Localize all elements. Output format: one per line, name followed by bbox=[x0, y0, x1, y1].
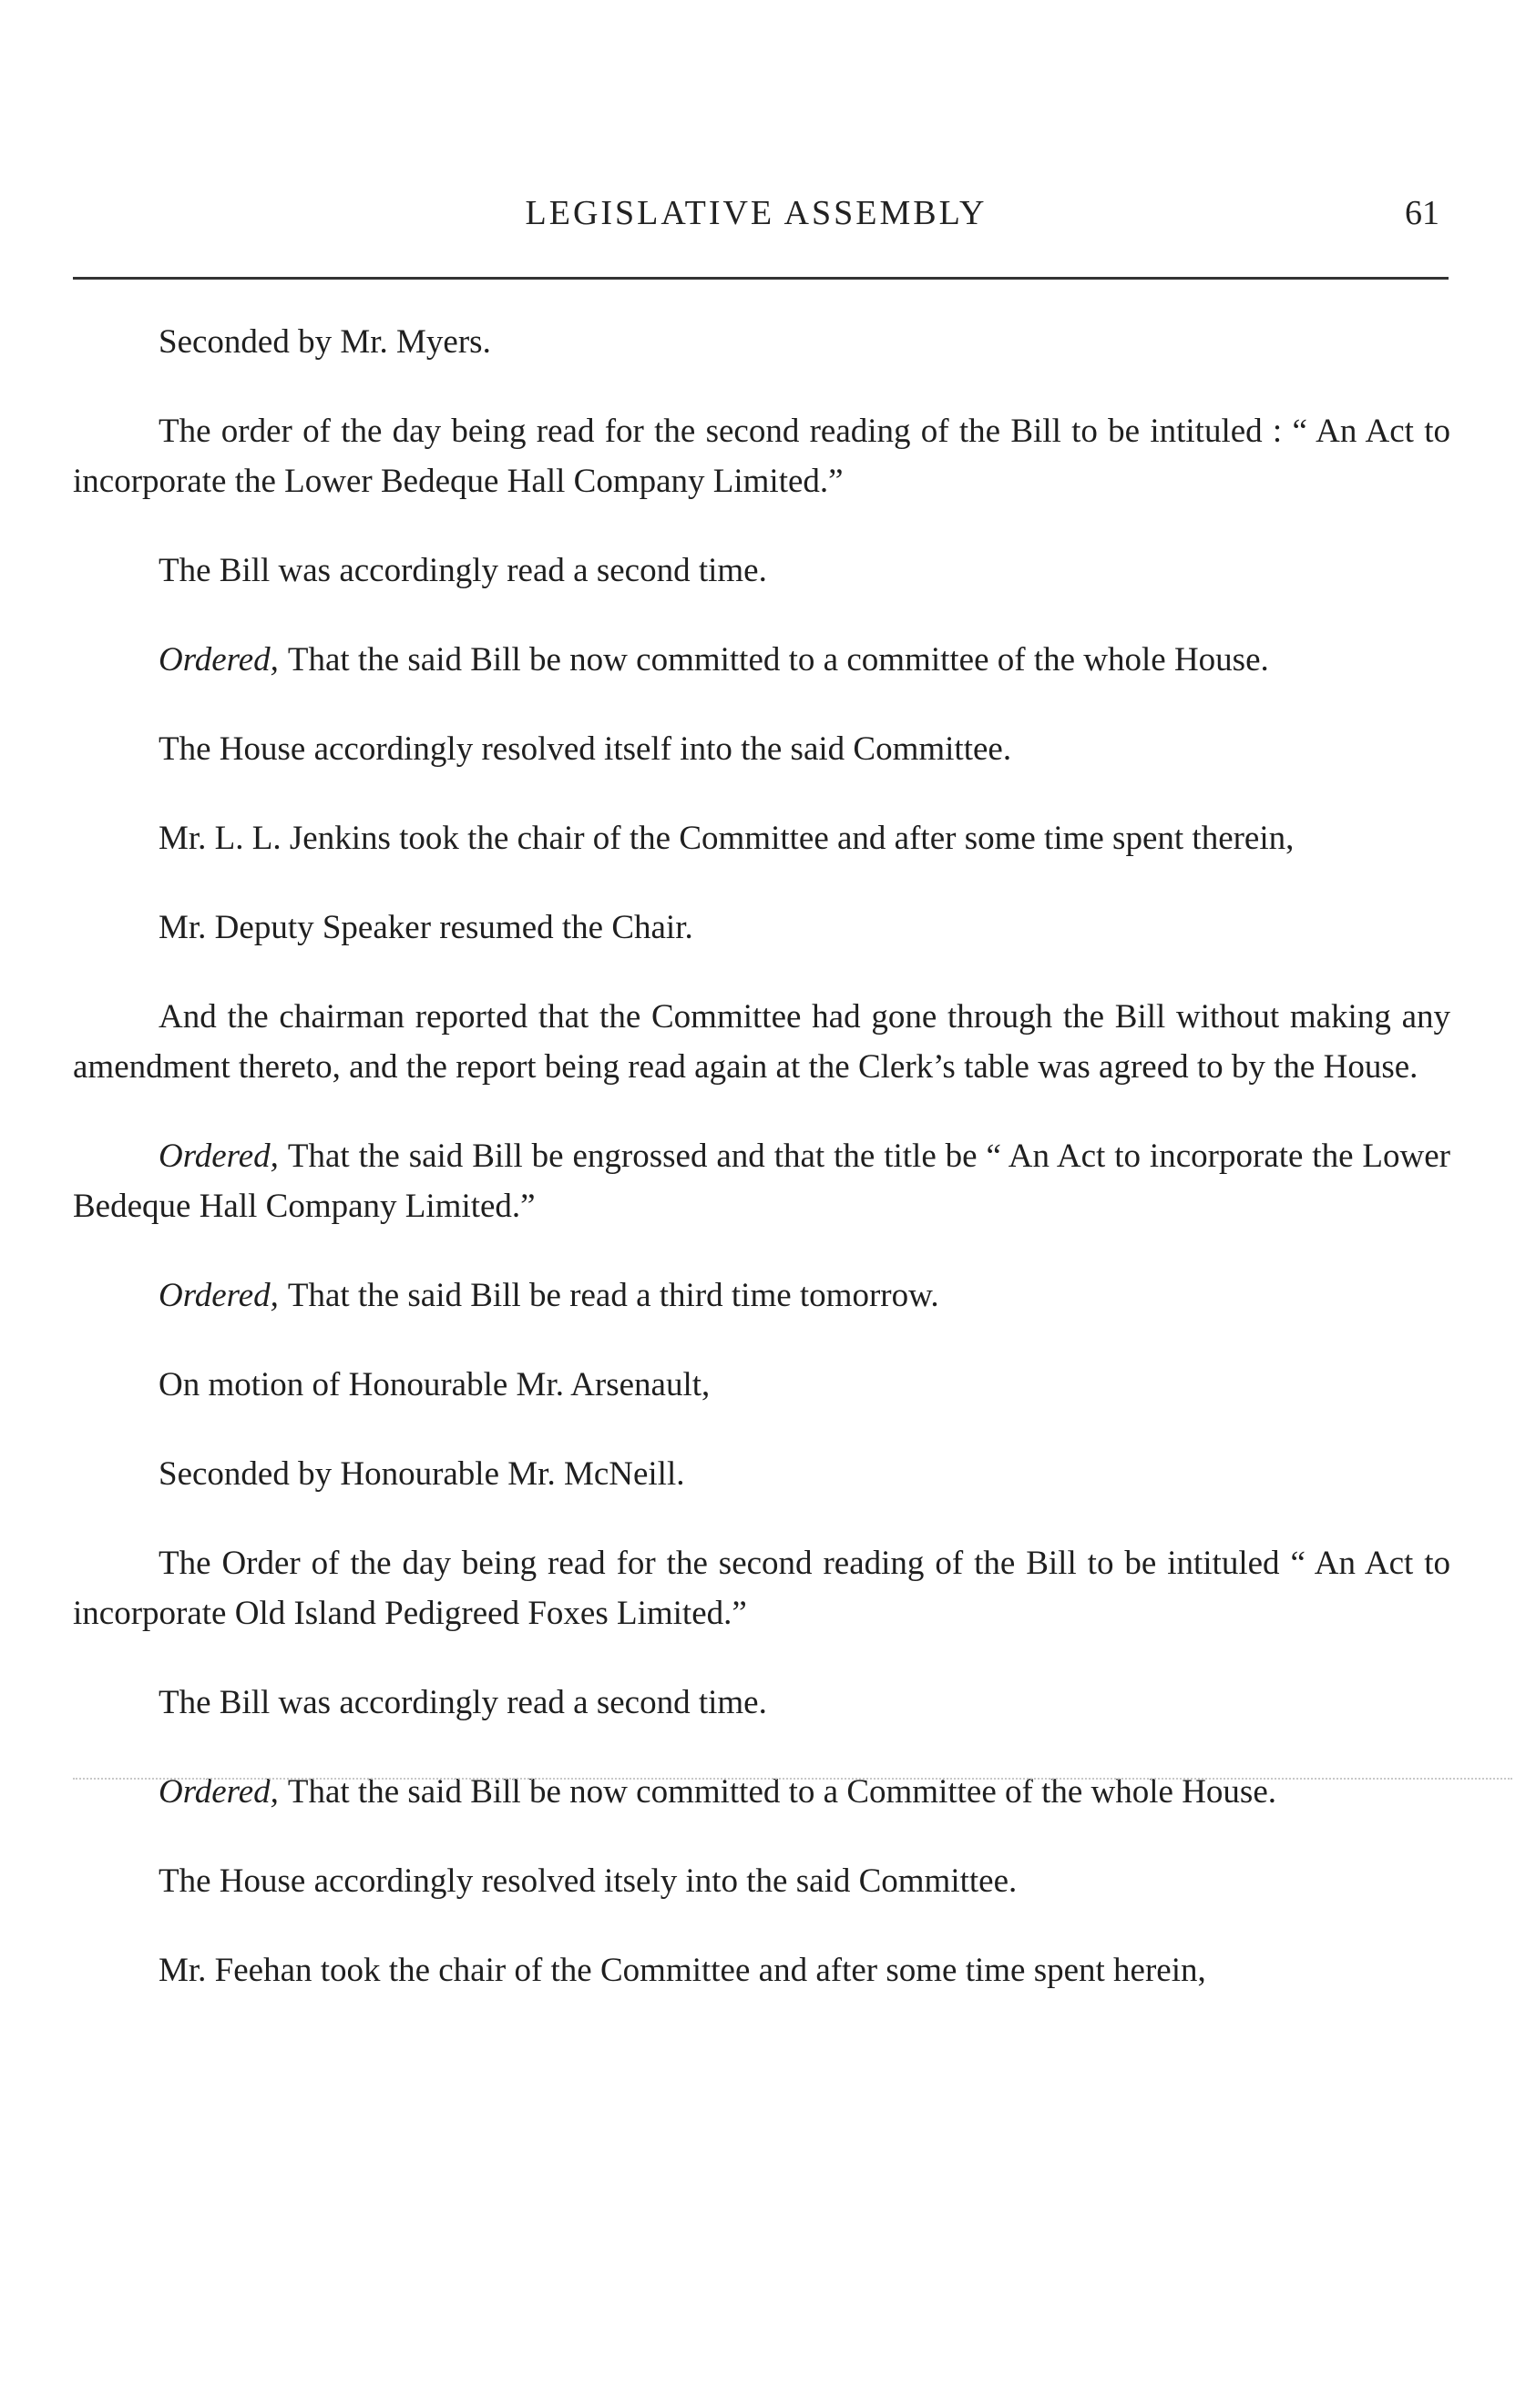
paragraph bbox=[73, 1856, 1450, 1906]
paragraph-text: That the said Bill be read a third time tomorrow. bbox=[287, 1277, 939, 1314]
paragraph bbox=[73, 813, 1450, 863]
paragraph-text: That the said Bill be engrossed and that the title be “ An Act to incorporate the Lower Bedeque Hall Company Limited.” bbox=[73, 1138, 1450, 1225]
paragraph-text: Seconded by Honourable Mr. McNeill. bbox=[159, 1455, 685, 1493]
paragraph-text: Mr. Deputy Speaker resumed the Chair. bbox=[159, 909, 693, 946]
paragraph-text: The Bill was accordingly read a second time. bbox=[159, 1684, 767, 1721]
paragraph bbox=[73, 992, 1450, 1092]
paragraph bbox=[73, 1767, 1450, 1817]
paragraph-text: And the chairman reported that the Committee had gone through the Bill without making any amendment thereto, and the report being read again at the Clerk’s table was agreed to by the House. bbox=[73, 998, 1450, 1086]
running-title: LEGISLATIVE ASSEMBLY bbox=[525, 194, 988, 232]
paragraph bbox=[73, 317, 1450, 367]
paragraph-lead: Ordered, bbox=[159, 1277, 279, 1314]
paragraph-text: The House accordingly resolved itsely into the said Committee. bbox=[159, 1862, 1018, 1900]
paragraph-text: On motion of Honourable Mr. Arsenault, bbox=[159, 1366, 711, 1403]
paragraph bbox=[73, 1449, 1450, 1499]
paragraph bbox=[73, 1131, 1450, 1231]
paragraph bbox=[73, 1945, 1450, 1995]
paragraph-text: That the said Bill be now committed to a committee of the whole House. bbox=[287, 641, 1269, 679]
paragraph-text: The Order of the day being read for the second reading of the Bill to be intituled “ An Act to incorporate Old Island Pedigreed Foxes Limited.” bbox=[73, 1545, 1450, 1632]
paragraph-text: Mr. Feehan took the chair of the Committee and after some time spent herein, bbox=[159, 1952, 1206, 1989]
paragraph-lead: Ordered, bbox=[159, 1773, 279, 1811]
paragraph bbox=[73, 1270, 1450, 1321]
paragraph-lead: Ordered, bbox=[159, 1138, 279, 1175]
paragraph-lead: Ordered, bbox=[159, 641, 279, 679]
paragraph bbox=[73, 1678, 1450, 1728]
paragraph bbox=[73, 546, 1450, 596]
header-rule bbox=[73, 277, 1449, 280]
paragraph-text: That the said Bill be now committed to a Committee of the whole House. bbox=[287, 1773, 1276, 1811]
paragraph-text: The House accordingly resolved itself into the said Committee. bbox=[159, 730, 1012, 768]
paragraph bbox=[73, 1538, 1450, 1638]
paragraph-text: The Bill was accordingly read a second time. bbox=[159, 552, 767, 589]
paragraph-text: Seconded by Mr. Myers. bbox=[159, 323, 491, 361]
paragraph bbox=[73, 406, 1450, 506]
scan-dotted-line bbox=[73, 1778, 1512, 1780]
running-header bbox=[0, 193, 1536, 239]
paragraph bbox=[73, 1360, 1450, 1410]
page-number: 61 bbox=[1405, 194, 1439, 232]
paragraph-text: Mr. L. L. Jenkins took the chair of the Committee and after some time spent therein, bbox=[159, 820, 1295, 857]
paragraph bbox=[73, 724, 1450, 774]
paragraph-text: The order of the day being read for the second reading of the Bill to be intituled : “ An Act to incorporate the Lower Bedeque Hall Company Limited.” bbox=[73, 413, 1450, 500]
paragraph bbox=[73, 635, 1450, 685]
paragraph bbox=[73, 903, 1450, 953]
